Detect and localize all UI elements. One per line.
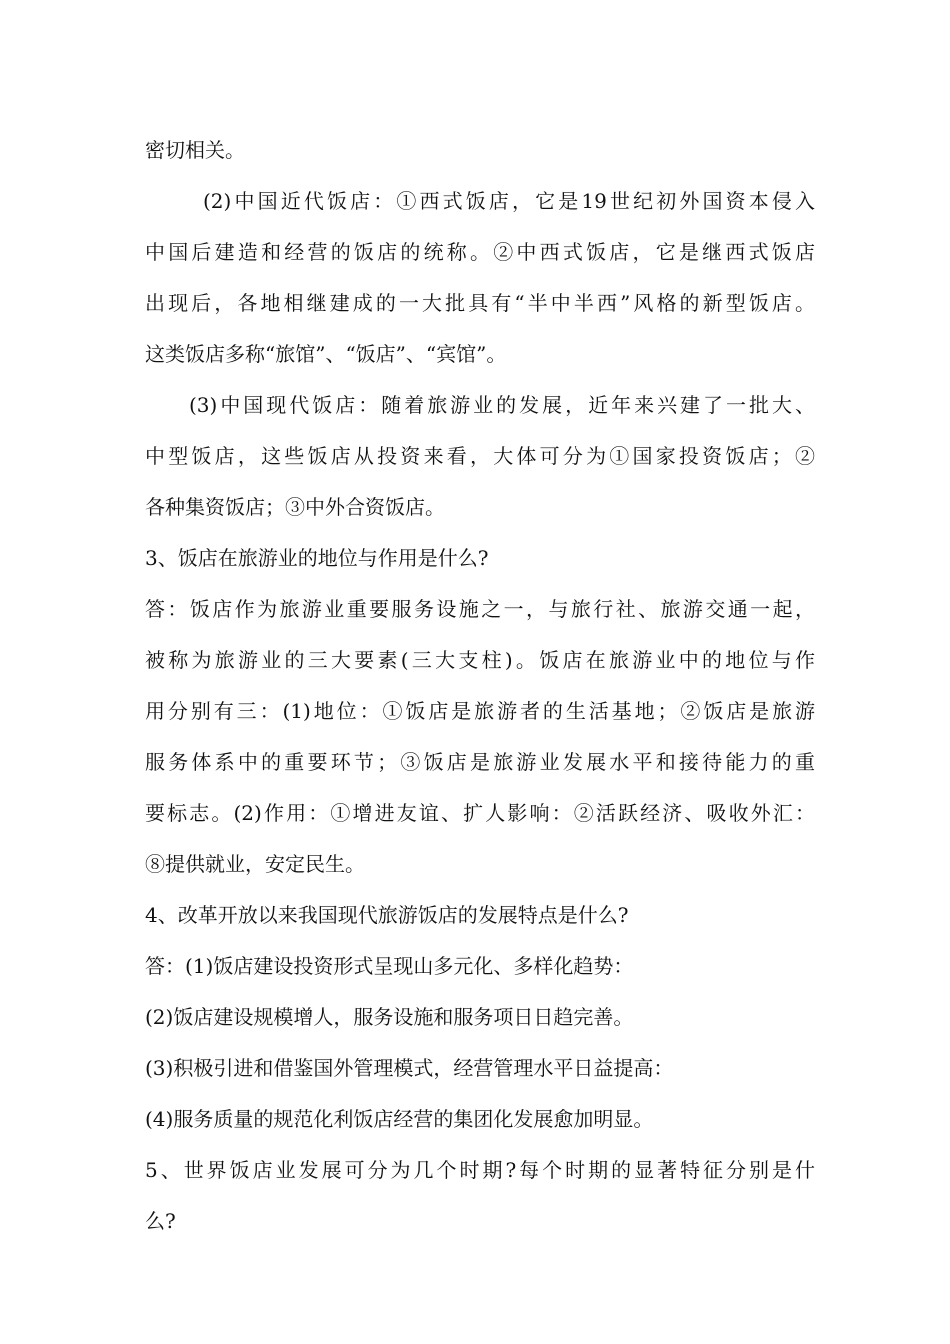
text-line: 中国后建造和经营的饭店的统称。②中西式饭店，它是继西式饭店 <box>145 240 815 264</box>
text-line: 服务体系中的重要环节；③饭店是旅游业发展水平和接待能力的重 <box>145 750 815 774</box>
document-body <box>145 125 815 1247</box>
text-line: (3)积极引进和借鉴国外管理模式，经营管理水平日益提高： <box>145 1056 674 1080</box>
question-heading: 么? <box>145 1209 176 1233</box>
question-heading: 3、饭店在旅游业的地位与作用是什么? <box>145 546 489 570</box>
text-line: 密切相关。 <box>145 138 245 162</box>
text-line: 被称为旅游业的三大要素(三大支柱)。饭店在旅游业中的地位与作 <box>145 648 815 672</box>
text-line: (2)中国近代饭店：①西式饭店，它是19世纪初外国资本侵入 <box>203 189 815 213</box>
text-line: (2)饭店建设规模增人，服务设施和服务项日日趋完善。 <box>145 1005 634 1029</box>
text-line: 答：饭店作为旅游业重要服务设施之一，与旅行社、旅游交通一起， <box>145 597 815 621</box>
text-line: ⑧提供就业，安定民生。 <box>145 852 365 876</box>
text-line: 答：(1)饭店建设投资形式呈现山多元化、多样化趋势： <box>145 954 634 978</box>
question-heading: 5、世界饭店业发展可分为几个时期?每个时期的显著特征分别是什 <box>145 1158 815 1182</box>
text-line: (3)中国现代饭店：随着旅游业的发展，近年来兴建了一批大、 <box>189 393 815 417</box>
text-line: 各种集资饭店；③中外合资饭店。 <box>145 495 445 519</box>
question-heading: 4、改革开放以来我国现代旅游饭店的发展特点是什么? <box>145 903 629 927</box>
text-line: 出现后，各地相继建成的一大批具有“半中半西”风格的新型饭店。 <box>145 291 815 315</box>
text-line: 中型饭店，这些饭店从投资来看，大体可分为①国家投资饭店；② <box>145 444 815 468</box>
text-line: 要标志。(2)作用：①增进友谊、扩人影响：②活跃经济、吸收外汇： <box>145 801 815 825</box>
text-line: 用分别有三：(1)地位：①饭店是旅游者的生活基地；②饭店是旅游 <box>145 699 815 723</box>
text-line: 这类饭店多称“旅馆”、“饭店”、“宾馆”。 <box>145 342 507 366</box>
text-line: (4)服务质量的规范化利饭店经营的集团化发展愈加明显。 <box>145 1107 654 1131</box>
